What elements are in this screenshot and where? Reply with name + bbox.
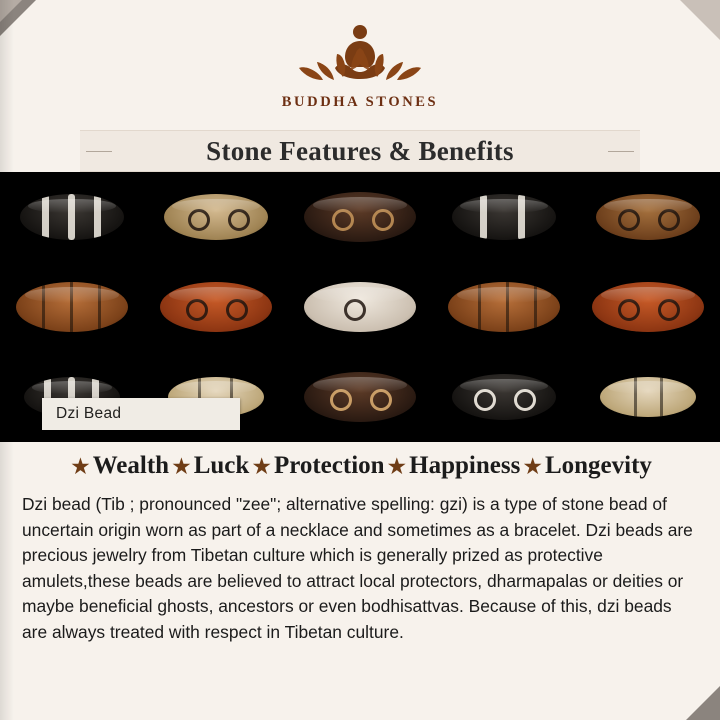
- star-icon: ★: [386, 452, 408, 479]
- dzi-bead-photo: [0, 172, 720, 442]
- title-rule-left: [86, 151, 112, 152]
- dzi-bead-5: [596, 194, 700, 240]
- dzi-bead-7: [160, 282, 272, 332]
- benefit-longevity: Longevity: [544, 452, 652, 479]
- dzi-bead-8: [304, 282, 416, 332]
- dzi-bead-15: [600, 377, 696, 417]
- bead-cell: [576, 352, 720, 442]
- dzi-bead-10: [592, 282, 704, 332]
- dzi-bead-14: [452, 374, 556, 420]
- benefits-row: [0, 442, 720, 486]
- description-paragraph: Dzi bead (Tib ; pronounced "zee"; alternative spelling: gzi) is a type of stone bead of uncertain origin worn as part of a necklace and sometimes as a bracelet. Dzi beads are precious jewelry from Tibetan culture which is generally prized as protective amulets,these beads are believed to attract local protectors, dharmapalas or deities or maybe beneficial ghosts, ancestors or even bodhisattvas. Because of this, dzi beads are always treated with respect in Tibetan culture.: [0, 486, 720, 645]
- section-title-band: [80, 130, 640, 172]
- dzi-bead-3: [304, 192, 416, 242]
- bead-cell: [0, 262, 144, 352]
- dzi-bead-9: [448, 282, 560, 332]
- bead-cell: [432, 172, 576, 262]
- dzi-bead-6: [16, 282, 128, 332]
- dzi-bead-4: [452, 194, 556, 240]
- photo-caption: Dzi Bead: [42, 398, 240, 430]
- star-icon: ★: [171, 452, 192, 479]
- page-title: Stone Features & Benefits: [206, 135, 514, 166]
- star-icon: ★: [70, 452, 91, 479]
- bead-cell: [576, 262, 720, 352]
- lotus-meditation-icon: [0, 0, 720, 90]
- bead-cell: [144, 172, 288, 262]
- bead-cell: [576, 172, 720, 262]
- corner-decoration-top-left-inner: [0, 0, 22, 22]
- dzi-bead-13: [304, 372, 416, 422]
- brand-name: BUDDHA STONES: [281, 94, 439, 110]
- bead-cell: [432, 262, 576, 352]
- bead-cell: [0, 172, 144, 262]
- bead-cell: [432, 352, 576, 442]
- brand-header: [0, 0, 720, 130]
- benefit-luck: Luck: [193, 452, 250, 479]
- star-icon: ★: [251, 452, 272, 479]
- bead-cell: [288, 352, 432, 442]
- star-icon: ★: [522, 452, 543, 479]
- benefit-protection: Protection: [273, 452, 385, 479]
- bead-cell: [288, 262, 432, 352]
- title-rule-right: [608, 151, 634, 152]
- benefit-wealth: Wealth: [92, 452, 170, 479]
- corner-decoration-top-right: [680, 0, 720, 40]
- bead-cell: [288, 172, 432, 262]
- dzi-bead-1: [20, 194, 124, 240]
- bead-cell: [144, 262, 288, 352]
- benefit-happiness: Happiness: [409, 452, 521, 479]
- corner-decoration-bottom-right: [686, 686, 720, 720]
- dzi-bead-2: [164, 194, 268, 240]
